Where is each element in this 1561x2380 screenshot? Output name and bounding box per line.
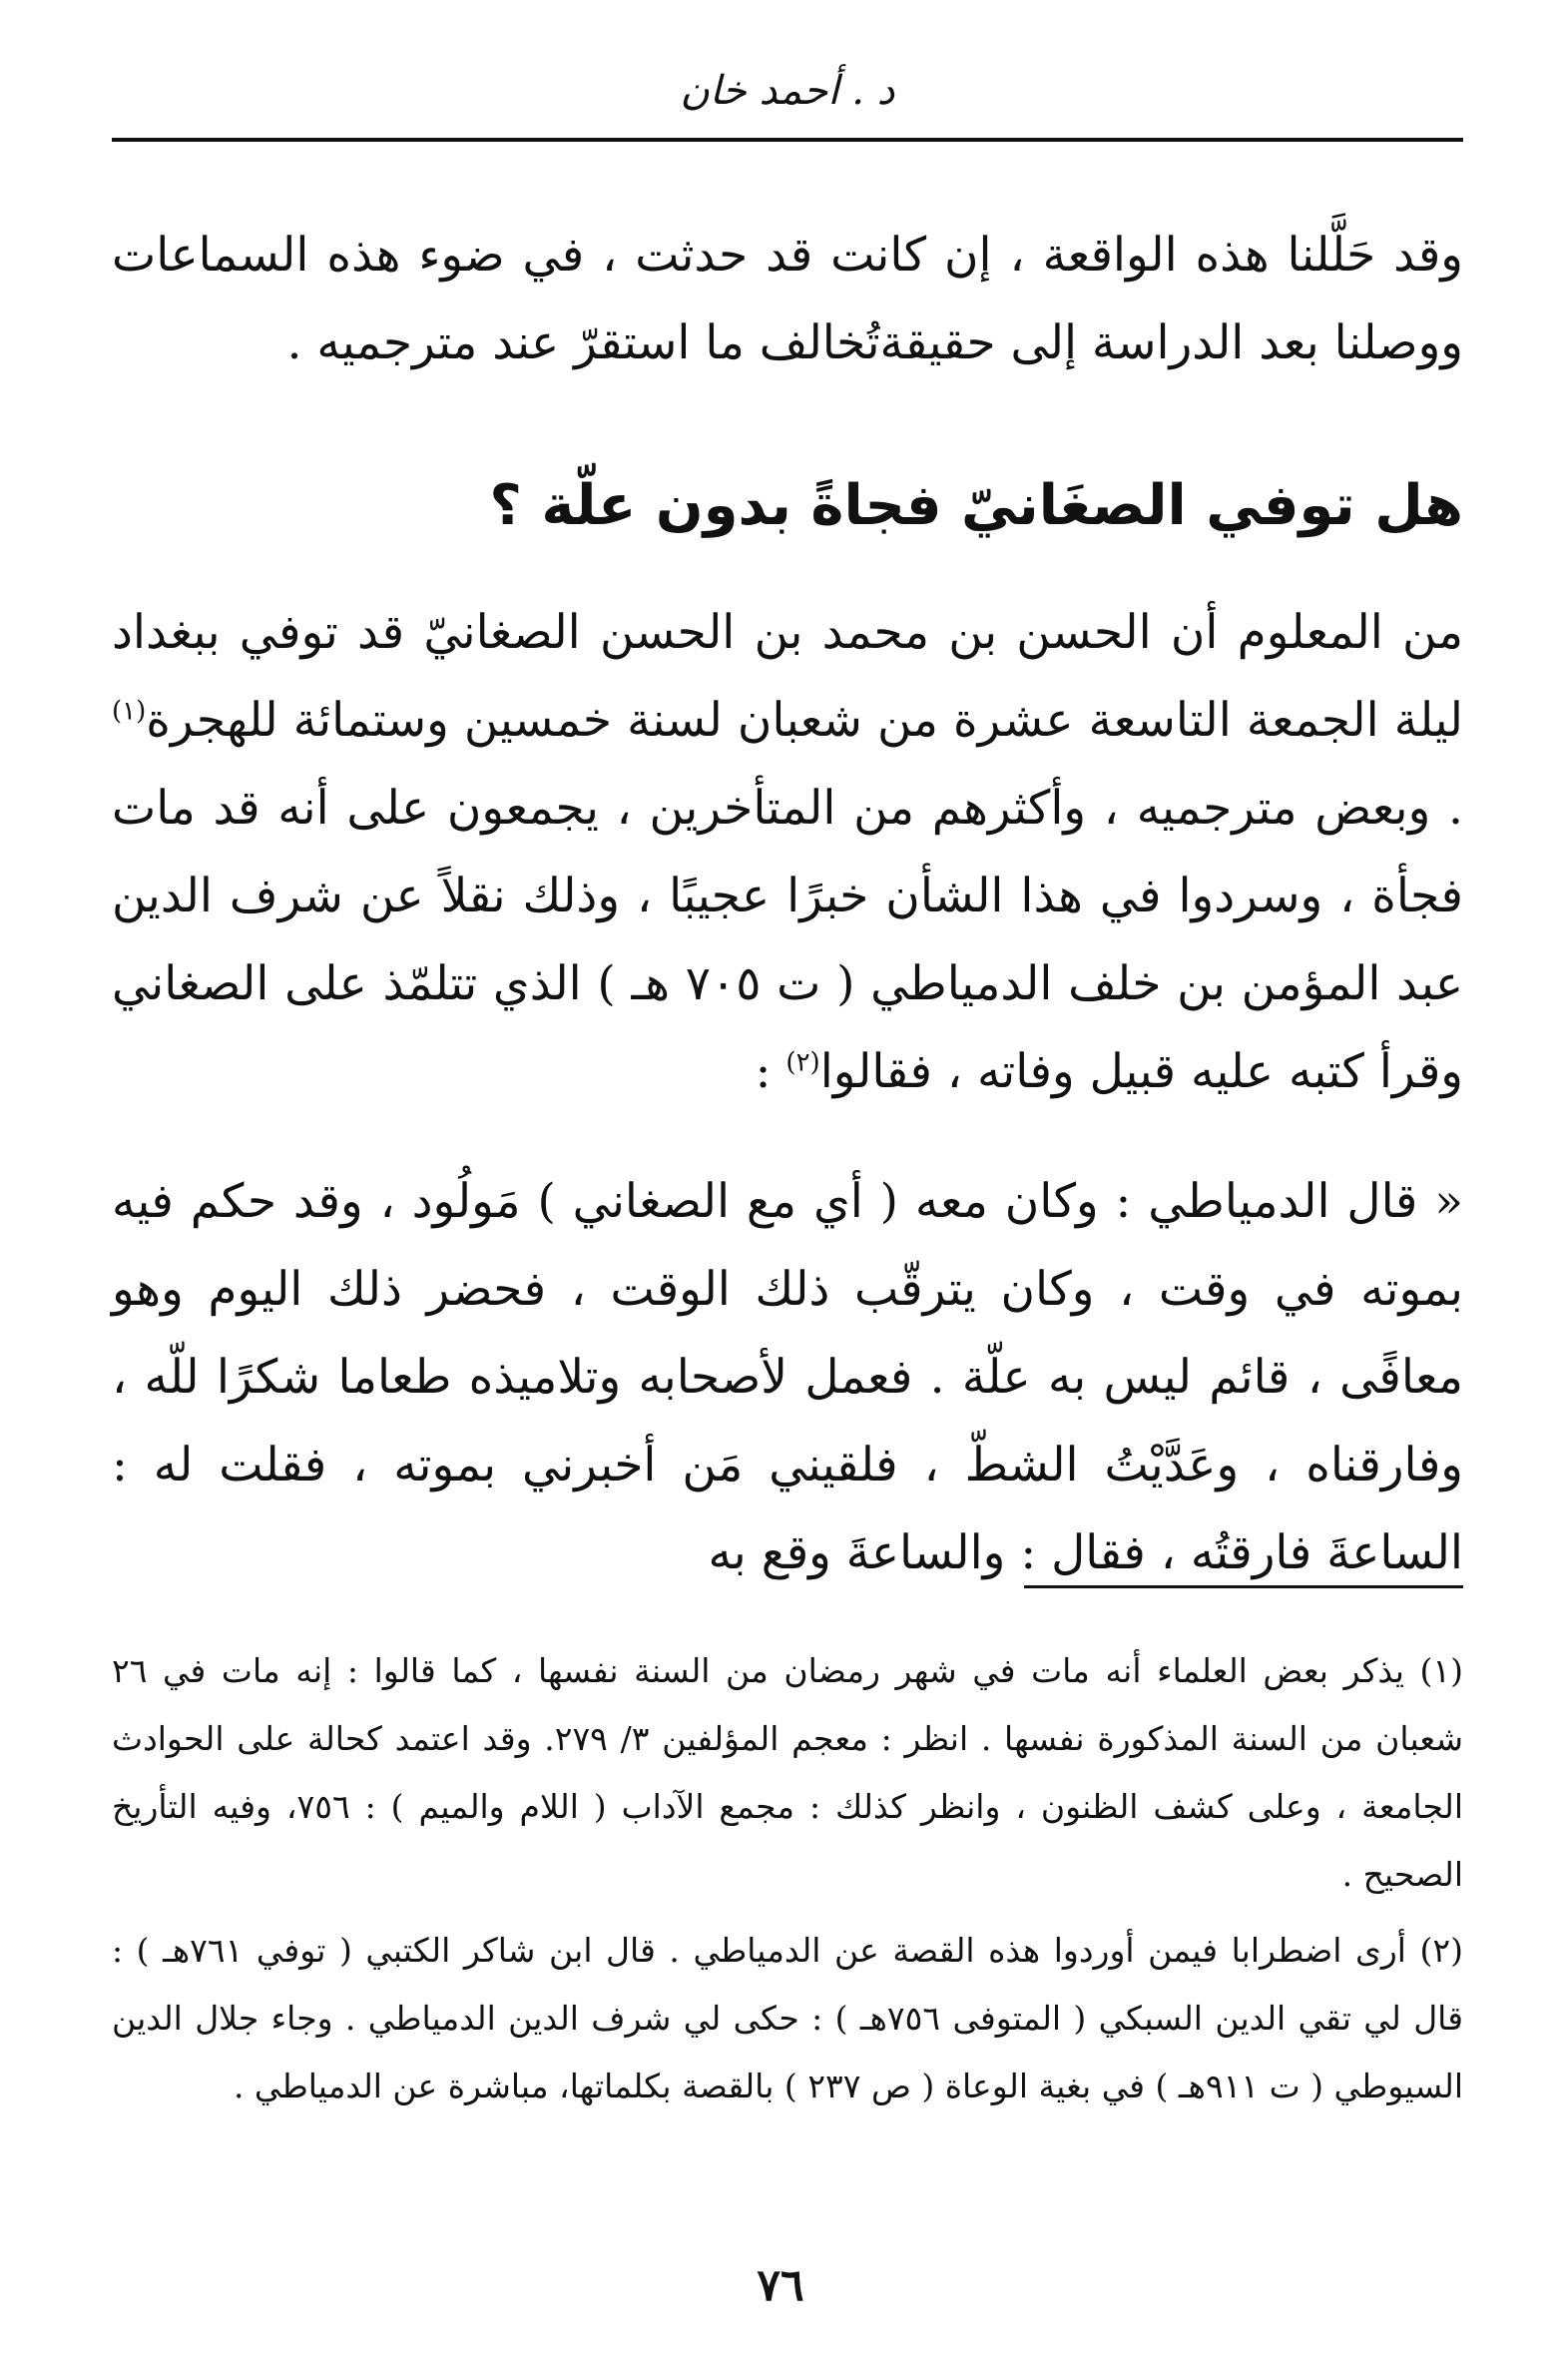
intro-paragraph: وقد حَلَّلنا هذه الواقعة ، إن كانت قد حدثت ، في ضوء هذه السماعات ووصلنا بعد الدراسة إلى حقيقةتُخالف ما استقرّ عند مترجميه . [112,228,1463,370]
footnote-1: (١) يذكر بعض العلماء أنه مات في شهر رمضان من السنة نفسها ، كما قالوا : إنه مات في ٢٦ شعبان من السنة المذكورة نفسها . انظر : معجم المؤلفين ٣/ ٢٧٩. وقد اعتمد كحالة على الحوادث الجامعة ، وعلى كشف الظنون ، وانظر كذلك : مجمع الآداب ( اللام والميم ) : ٧٥٦، وفيه التأريخ الصحيح . [112,1651,1464,1894]
footnote-2: (٢) أرى اضطرابا فيمن أوردوا هذه القصة عن الدمياطي . قال ابن شاكر الكتبي ( توفي ٧٦١هـ ) : قال لي تقي الدين السبكي ( المتوفى ٧٥٦هـ ) : حكى لي شرف الدين الدمياطي . وجاء جلال الدين السيوطي ( ت ٩١١هـ ) في بغية الوعاة ( ص ٢٣٧ ) بالقصة بكلماتها، مباشرة عن الدمياطي . [112,1931,1463,2105]
main-text-part3: : [755,1044,786,1099]
footnote-ref-1[interactable]: (١) [112,696,147,727]
main-paragraph-block [112,589,1463,1116]
header-author: د . أحمد خان [680,68,895,114]
quote-paragraph: « قال الدمياطي : وكان معه ( أي مع الصغاني ) مَولُود ، وقد حكم فيه بموته في وقت ، وكان يترقّب ذلك الوقت ، فحضر ذلك اليوم وهو معافًى ، قائم ليس به علّة . فعمل لأصحابه وتلاميذه طعاما شكرًا للّه ، وفارقناه ، وعَدَّيْتُ الشطّ ، فلقيني مَن أخبرني بموته ، فقلت له : الساعةَ فارقتُه ، فقال : والساعةَ وقع به [112,1174,1463,1580]
running-header [112,58,1463,142]
main-paragraph [112,589,1463,1116]
footnote-divider [1024,1585,1463,1588]
intro-paragraph-block [112,212,1463,387]
page-number: ٧٦ [757,2260,804,2311]
footnotes-section [112,1637,1463,2128]
quote-paragraph-block [112,1158,1463,1597]
section-heading: هل توفي الصغَانيّ فجاةً بدون علّة ؟ [489,473,1463,538]
footnote-ref-2[interactable]: (٢) [785,1047,820,1078]
main-text-part2: . وبعض مترجميه ، وأكثرهم من المتأخرين ، يجمعون على أنه قد مات فجأة ، وسردوا في هذا الشأن خبرًا عجيبًا ، وذلك نقلاً عن شرف الدين عبد المؤمن بن خلف الدمياطي ( ت ٧٠٥ هـ ) الذي تتلمّذ على الصغاني وقرأ كتبه عليه قبيل وفاته ، فقالوا [112,781,1463,1099]
main-text-part1: من المعلوم أن الحسن بن محمد بن الحسن الصغانيّ قد توفي ببغداد ليلة الجمعة التاسعة عشرة من شعبان لسنة خمسين وستمائة للهجرة [112,605,1463,748]
